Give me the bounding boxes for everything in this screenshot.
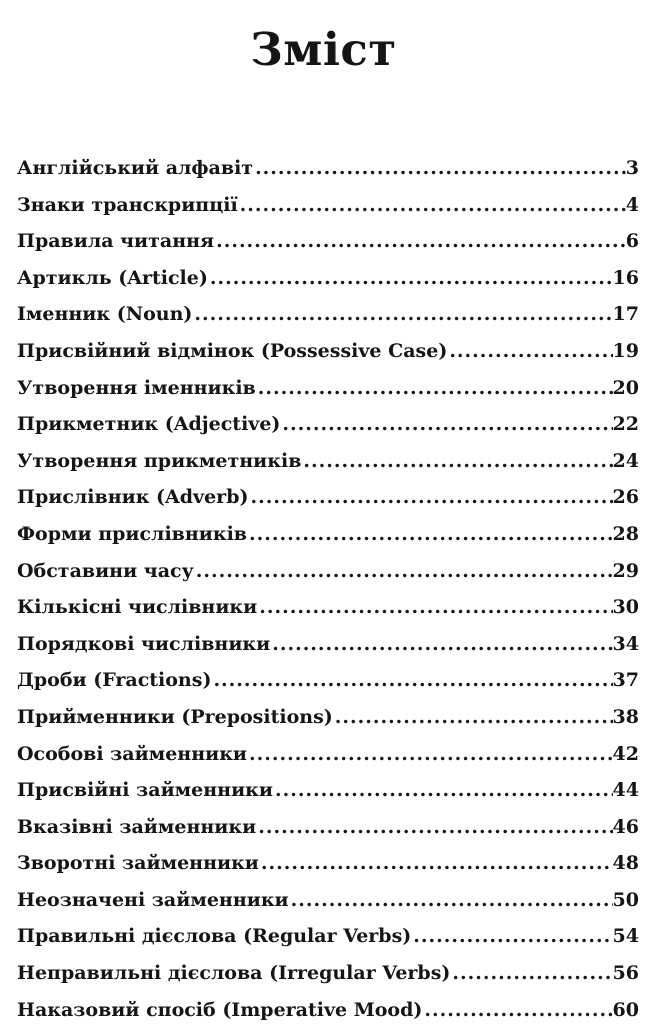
dot-leader: [411, 918, 612, 955]
toc-entry[interactable]: [17, 260, 639, 297]
toc-entry-title: Вказівні займенники: [17, 815, 257, 838]
toc-entry[interactable]: [17, 845, 639, 882]
dot-leader: [208, 260, 613, 297]
dot-leader: [247, 736, 613, 773]
toc-entry-title: Артикль (Article): [17, 266, 208, 289]
toc-entry[interactable]: [17, 809, 639, 846]
toc-page-number: 37: [612, 669, 639, 692]
dot-leader: [192, 296, 612, 333]
toc-page-number: 17: [612, 303, 639, 326]
dot-leader: [247, 516, 613, 553]
toc-entry-title: Присвійні займенники: [17, 779, 273, 802]
dot-leader: [259, 845, 613, 882]
toc-entry[interactable]: [17, 333, 639, 370]
toc-entry[interactable]: [17, 992, 639, 1028]
toc-page-number: 26: [612, 486, 639, 509]
toc-entry-title: Кількісні числівники: [17, 596, 258, 619]
toc-page-number: 16: [612, 266, 639, 289]
toc-page-number: 56: [612, 962, 639, 985]
dot-leader: [447, 333, 612, 370]
toc-entry[interactable]: [17, 626, 639, 663]
toc-entry-title: Неозначені займенники: [17, 888, 289, 911]
toc-entry[interactable]: [17, 370, 639, 407]
dot-leader: [450, 955, 612, 992]
toc-entry-title: Порядкові числівники: [17, 632, 271, 655]
dot-leader: [333, 699, 613, 736]
dot-leader: [256, 809, 612, 846]
toc-page-number: 54: [612, 925, 639, 948]
toc-page-number: 60: [612, 998, 639, 1021]
toc-page-number: 42: [612, 742, 639, 765]
dot-leader: [270, 626, 612, 663]
toc-entry[interactable]: [17, 589, 639, 626]
toc-entry[interactable]: [17, 662, 639, 699]
toc-entry[interactable]: [17, 736, 639, 773]
toc-page-number: 20: [612, 376, 639, 399]
toc-page-number: 48: [612, 852, 639, 875]
toc-entry-title: Наказовий спосіб (Imperative Mood): [17, 998, 423, 1021]
table-of-contents: [17, 150, 639, 1028]
dot-leader: [257, 589, 612, 626]
toc-entry-title: Утворення іменників: [17, 376, 256, 399]
toc-entry[interactable]: [17, 443, 639, 480]
toc-page-number: 44: [612, 779, 639, 802]
dot-leader: [273, 772, 613, 809]
dot-leader: [194, 553, 613, 590]
toc-page-number: 28: [612, 522, 639, 545]
page-title: Зміст: [250, 23, 397, 76]
toc-entry[interactable]: [17, 918, 639, 955]
toc-entry[interactable]: [17, 955, 639, 992]
toc-entry-title: Англійський алфавіт: [17, 157, 254, 179]
toc-entry[interactable]: [17, 150, 639, 187]
toc-entry-title: Форми прислівників: [17, 522, 248, 545]
dot-leader: [422, 992, 612, 1028]
dot-leader: [301, 443, 612, 480]
toc-entry-title: Дроби (Fractions): [17, 669, 212, 692]
toc-page-number: 24: [612, 449, 639, 472]
toc-entry-title: Правильні дієслова (Regular Verbs): [17, 925, 412, 948]
toc-page-number: 6: [625, 230, 639, 253]
toc-entry-title: Особові займенники: [17, 742, 248, 765]
toc-page-number: 34: [612, 632, 639, 655]
toc-entry[interactable]: [17, 772, 639, 809]
toc-entry-title: Утворення прикметників: [17, 449, 302, 472]
toc-page-number: 50: [612, 888, 639, 911]
toc-entry-title: Зворотні займенники: [17, 852, 259, 875]
toc-entry[interactable]: [17, 296, 639, 333]
toc-entry-title: Правила читання: [17, 230, 215, 253]
toc-entry-title: Неправильні дієслова (Irregular Verbs): [17, 962, 451, 985]
toc-entry-title: Прислівник (Adverb): [17, 486, 249, 509]
toc-entry[interactable]: [17, 516, 639, 553]
toc-entry-title: Присвійний відмінок (Possessive Case): [17, 339, 448, 362]
toc-entry[interactable]: [17, 223, 639, 260]
dot-leader: [214, 223, 626, 260]
toc-page-number: 4: [625, 193, 639, 216]
toc-page-number: 30: [612, 596, 639, 619]
dot-leader: [280, 406, 612, 443]
toc-entry[interactable]: [17, 882, 639, 919]
toc-page-number: 46: [612, 815, 639, 838]
dot-leader: [238, 187, 626, 224]
toc-entry[interactable]: [17, 699, 639, 736]
toc-page-number: 29: [612, 559, 639, 582]
toc-entry-title: Іменник (Noun): [17, 303, 193, 326]
dot-leader: [211, 662, 612, 699]
dot-leader: [256, 370, 613, 407]
toc-entry[interactable]: [17, 479, 639, 516]
toc-entry-title: Обставини часу: [17, 559, 194, 582]
toc-entry-title: Знаки транскрипції: [17, 193, 238, 216]
dot-leader: [289, 882, 613, 919]
toc-page-number: 3: [625, 157, 639, 179]
toc-entry[interactable]: [17, 406, 639, 443]
toc-page-number: 19: [612, 339, 639, 362]
toc-entry-title: Прийменники (Prepositions): [17, 705, 333, 728]
toc-entry[interactable]: [17, 553, 639, 590]
toc-entry-title: Прикметник (Adjective): [17, 413, 281, 436]
toc-page-number: 22: [612, 413, 639, 436]
toc-page-number: 38: [612, 705, 639, 728]
dot-leader: [253, 150, 626, 187]
dot-leader: [248, 479, 612, 516]
toc-entry[interactable]: [17, 187, 639, 224]
